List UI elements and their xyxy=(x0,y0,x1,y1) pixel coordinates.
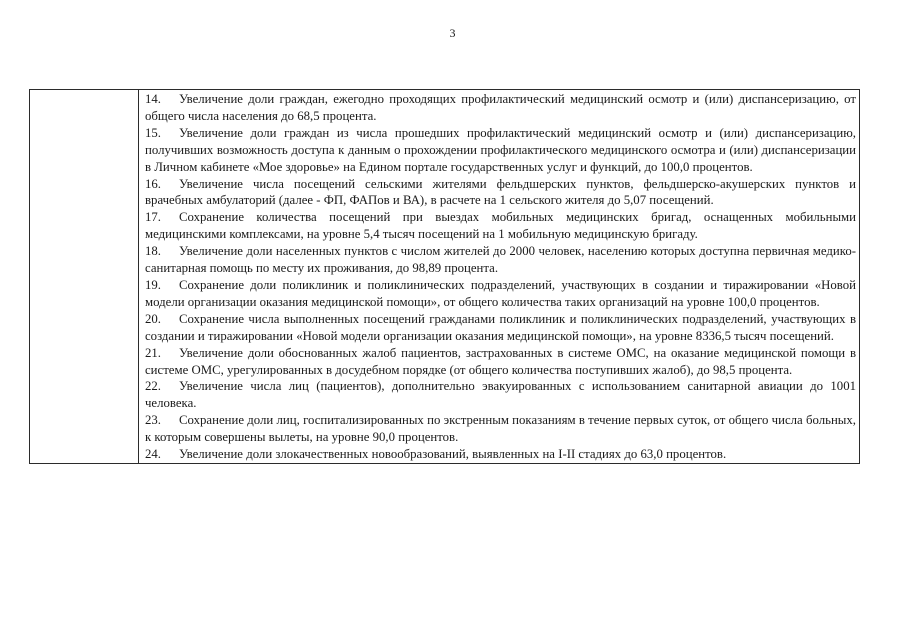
list-item xyxy=(145,345,856,379)
item-text: Увеличение числа лиц (пациентов), дополнительно эвакуированных с использованием санитарной авиации до 1001 человека. xyxy=(145,379,856,411)
item-text: Сохранение доли поликлиник и поликлинических подразделений, участвующих в создании и тиражировании «Новой модели организации оказания медицинской помощи», от общего количества таких организаций на уровне 100,0 процентов. xyxy=(145,277,856,309)
list-item xyxy=(145,378,856,412)
item-text: Сохранение доли лиц, госпитализированных по экстренным показаниям в течение первых суток, от общего числа больных, к которым совершены вылеты, на уровне 90,0 процентов. xyxy=(145,413,856,445)
list-item xyxy=(145,91,856,125)
item-number: 23. xyxy=(145,413,161,428)
list-item xyxy=(145,446,856,463)
item-text: Увеличение доли граждан из числа прошедших профилактический медицинский осмотр и (или) диспансеризацию, получивших возможность доступа к данным о прохождении профилактического медицинского осмотра и (или) диспансеризации в Личном кабинете «Мое здоровье» на Едином портале государственных услуг и функций, до 100,0 процентов. xyxy=(145,125,856,174)
item-text: Увеличение доли обоснованных жалоб пациентов, застрахованных в системе ОМС, на оказание медицинской помощи в системе ОМС, урегулированных в досудебном порядке (от общего количества поступивших жалоб), до 98,5 процента. xyxy=(145,345,856,377)
page-number: 3 xyxy=(449,26,456,40)
list-item xyxy=(145,209,856,243)
item-text: Увеличение числа посещений сельскими жителями фельдшерских пунктов, фельдшерско-акушерских пунктов и врачебных амбулаторий (далее - ФП, ФАПов и ВА), в расчете на 1 сельского жителя до 5,07 посещений. xyxy=(145,176,856,208)
item-number: 14. xyxy=(145,92,161,106)
list-item xyxy=(145,311,856,345)
list-item xyxy=(145,277,856,311)
item-number: 19. xyxy=(145,277,161,292)
item-text: Увеличение доли граждан, ежегодно проходящих профилактический медицинский осмотр и (или) диспансеризацию, от общего числа населения до 68,5 процента. xyxy=(145,92,856,123)
item-text: Сохранение числа выполненных посещений гражданами поликлиник и поликлинических подразделений, участвующих в создании и тиражировании «Новой модели организации оказания медицинской помощи», на уровне 8336,5 тысяч посещений. xyxy=(145,311,856,343)
item-number: 16. xyxy=(145,176,161,191)
item-number: 15. xyxy=(145,125,161,140)
indicators-table xyxy=(29,89,860,464)
item-text: Сохранение количества посещений при выездах мобильных медицинских бригад, оснащенных мобильными медицинскими комплексами, на уровне 5,4 тысяч посещений на 1 мобильную медицинскую бригаду. xyxy=(145,210,856,242)
item-number: 20. xyxy=(145,311,161,326)
list-item xyxy=(145,176,856,210)
item-number: 18. xyxy=(145,244,161,259)
left-empty-cell xyxy=(30,90,139,464)
table-row xyxy=(30,90,860,464)
item-text: Увеличение доли злокачественных новообразований, выявленных на I-II стадиях до 63,0 процентов. xyxy=(179,447,727,462)
indicators-cell xyxy=(139,90,860,464)
indicator-list xyxy=(145,91,856,463)
item-number: 17. xyxy=(145,210,161,225)
item-number: 24. xyxy=(145,447,161,462)
item-number: 21. xyxy=(145,345,161,360)
list-item xyxy=(145,412,856,446)
list-item xyxy=(145,125,856,176)
item-text: Увеличение доли населенных пунктов с числом жителей до 2000 человек, населению которых доступна первичная медико-санитарная помощь по месту их проживания, до 98,89 процента. xyxy=(145,244,856,276)
item-number: 22. xyxy=(145,379,161,394)
list-item xyxy=(145,243,856,277)
